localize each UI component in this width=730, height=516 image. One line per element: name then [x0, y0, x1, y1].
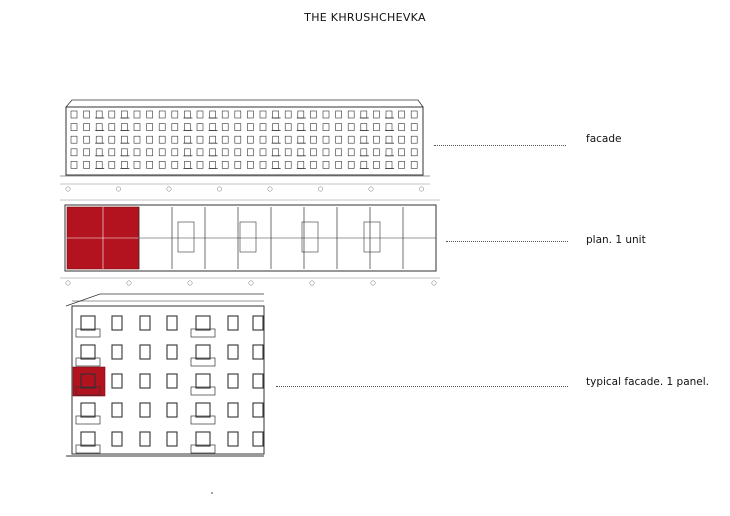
label-panel: typical facade. 1 panel. — [586, 376, 710, 388]
axis-marker — [432, 281, 436, 285]
axis-marker — [369, 187, 373, 191]
facade-outline — [66, 107, 423, 175]
facade-roof — [66, 100, 423, 107]
axis-marker — [371, 281, 375, 285]
page-title: THE KHRUSHCHEVKA — [304, 11, 426, 24]
axis-marker — [318, 187, 322, 191]
axis-marker — [268, 187, 272, 191]
full-facade-drawing — [60, 100, 430, 191]
axis-marker — [66, 281, 70, 285]
axis-marker — [419, 187, 423, 191]
axis-marker — [188, 281, 192, 285]
stray-mark — [211, 492, 213, 494]
axis-marker — [249, 281, 253, 285]
axis-marker — [310, 281, 314, 285]
leader-line-facade — [434, 145, 566, 146]
panel-facade-drawing — [66, 294, 264, 456]
panel-roof — [66, 294, 264, 306]
leader-line-plan — [446, 241, 568, 242]
floor-plan-drawing — [60, 200, 440, 285]
label-plan: plan. 1 unit — [586, 234, 646, 246]
axis-marker — [167, 187, 171, 191]
leader-line-panel — [276, 386, 568, 387]
axis-marker — [116, 187, 120, 191]
axis-marker — [127, 281, 131, 285]
axis-marker — [217, 187, 221, 191]
axis-marker — [66, 187, 70, 191]
label-facade: facade — [586, 133, 622, 145]
